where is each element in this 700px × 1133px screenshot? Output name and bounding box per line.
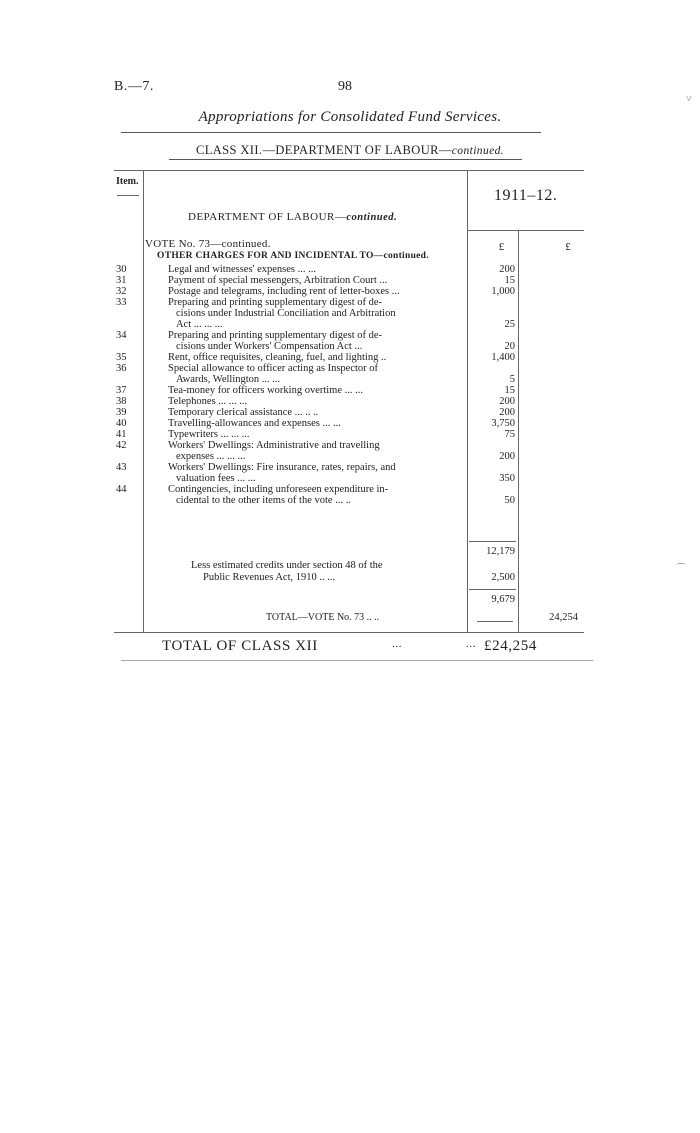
item-amount: 3,750 — [491, 418, 515, 429]
class-total-label: TOTAL OF CLASS XII — [162, 638, 318, 654]
class-heading-suffix: continued. — [451, 145, 505, 157]
item-description: Payment of special messengers, Arbitration Court ... — [168, 275, 388, 286]
item-amount: 200 — [499, 407, 515, 418]
item-description: Awards, Wellington ... ... — [176, 374, 281, 385]
department-heading — [188, 211, 397, 223]
page-number: 98 — [338, 79, 352, 94]
year-column-header: 1911–12. — [494, 187, 558, 204]
item-amount: 25 — [504, 319, 515, 330]
item-number: 39 — [116, 407, 127, 418]
item-amount: 1,000 — [491, 286, 515, 297]
class-heading — [0, 143, 700, 158]
table-bottom-border — [114, 632, 584, 633]
class-total-amount: £24,254 — [484, 638, 537, 654]
item-amount: 5 — [509, 374, 515, 385]
department-heading-suffix: continued. — [346, 212, 398, 223]
item-head-underline — [117, 195, 139, 196]
item-description: Rent, office requisites, cleaning, fuel, and lighting .. — [168, 352, 387, 363]
class-total-leader-dots: ... — [392, 638, 403, 650]
item-number: 31 — [116, 275, 127, 286]
item-number: 44 — [116, 484, 127, 495]
subtotal-amount: 12,179 — [486, 546, 515, 557]
item-amount: 200 — [499, 264, 515, 275]
page-identifier: B.—7. — [114, 79, 154, 94]
net-rule — [469, 589, 516, 590]
year-head-underline — [467, 230, 584, 231]
scan-mark: ⌒ — [676, 564, 686, 575]
item-description: Preparing and printing supplementary digest of de- — [168, 297, 383, 308]
item-description: Special allowance to officer acting as Inspector of — [168, 363, 379, 374]
item-number: 37 — [116, 385, 127, 396]
item-number: 38 — [116, 396, 127, 407]
item-amount: 75 — [504, 429, 515, 440]
item-amount: 50 — [504, 495, 515, 506]
item-amount: 1,400 — [491, 352, 515, 363]
vote-heading: VOTE No. 73—continued. — [145, 238, 271, 250]
item-number: 36 — [116, 363, 127, 374]
item-description: Postage and telegrams, including rent of letter-boxes ... — [168, 286, 400, 297]
item-description: Act ... ... ... — [176, 319, 223, 330]
vote-total-label: TOTAL—VOTE No. 73 .. .. — [266, 612, 380, 623]
title-rule — [121, 132, 541, 133]
item-description: Contingencies, including unforeseen expenditure in- — [168, 484, 389, 495]
item-description: Preparing and printing supplementary digest of de- — [168, 330, 383, 341]
charges-heading: OTHER CHARGES FOR AND INCIDENTAL TO—continued. — [157, 251, 429, 261]
currency-symbol-amount: £ — [498, 241, 505, 253]
item-amount: 15 — [504, 275, 515, 286]
item-number: 40 — [116, 418, 127, 429]
item-amount: 200 — [499, 396, 515, 407]
item-description: cisions under Industrial Conciliation and Arbitration — [176, 308, 396, 319]
item-description: Workers' Dwellings: Administrative and travelling — [168, 440, 380, 451]
item-amount: 350 — [499, 473, 515, 484]
currency-symbol-total: £ — [565, 241, 571, 253]
subtotal-rule — [469, 541, 516, 542]
item-description: cisions under Workers' Compensation Act ... — [176, 341, 363, 352]
item-description: valuation fees ... ... — [176, 473, 256, 484]
table-top-border — [114, 170, 584, 171]
less-credits-amount: 2,500 — [491, 572, 515, 583]
item-description: Legal and witnesses' expenses ... ... — [168, 264, 316, 275]
item-number: 33 — [116, 297, 127, 308]
item-number: 41 — [116, 429, 127, 440]
item-column-header: Item. — [116, 176, 139, 187]
item-description: Tea-money for officers working overtime ... ... — [168, 385, 364, 396]
net-amount: 9,679 — [491, 594, 515, 605]
total-column-divider — [518, 230, 519, 632]
less-credits-line-1: Less estimated credits under section 48 of the — [191, 560, 383, 571]
less-credits-line-2: Public Revenues Act, 1910 .. ... — [203, 572, 336, 583]
item-column-divider — [143, 170, 144, 632]
net-underline — [477, 621, 513, 622]
item-description: Travelling-allowances and expenses ... ... — [168, 418, 341, 429]
item-description: Workers' Dwellings: Fire insurance, rates, repairs, and — [168, 462, 396, 473]
item-description: Typewriters ... ... ... — [168, 429, 250, 440]
vote-total-amount: 24,254 — [549, 612, 578, 623]
item-number: 42 — [116, 440, 127, 451]
class-heading-text: CLASS XII.—DEPARTMENT OF LABOUR— — [195, 143, 452, 157]
item-amount: 15 — [504, 385, 515, 396]
item-number: 30 — [116, 264, 127, 275]
page-title: Appropriations for Consolidated Fund Services. — [198, 109, 502, 125]
page-bottom-rule — [121, 660, 593, 661]
class-total-leader-dots-2: ... — [466, 638, 477, 650]
item-number: 32 — [116, 286, 127, 297]
item-number: 34 — [116, 330, 127, 341]
class-rule — [169, 159, 522, 160]
department-heading-text: DEPARTMENT OF LABOUR— — [188, 211, 347, 223]
item-description: cidental to the other items of the vote ... .. — [176, 495, 351, 506]
item-number: 43 — [116, 462, 127, 473]
item-description: Temporary clerical assistance ... .. .. — [168, 407, 319, 418]
item-description: expenses ... ... ... — [176, 451, 246, 462]
scan-mark: ˅ — [686, 94, 692, 105]
item-number: 35 — [116, 352, 127, 363]
item-amount: 20 — [504, 341, 515, 352]
item-description: Telephones ... ... ... — [168, 396, 248, 407]
item-amount: 200 — [499, 451, 515, 462]
